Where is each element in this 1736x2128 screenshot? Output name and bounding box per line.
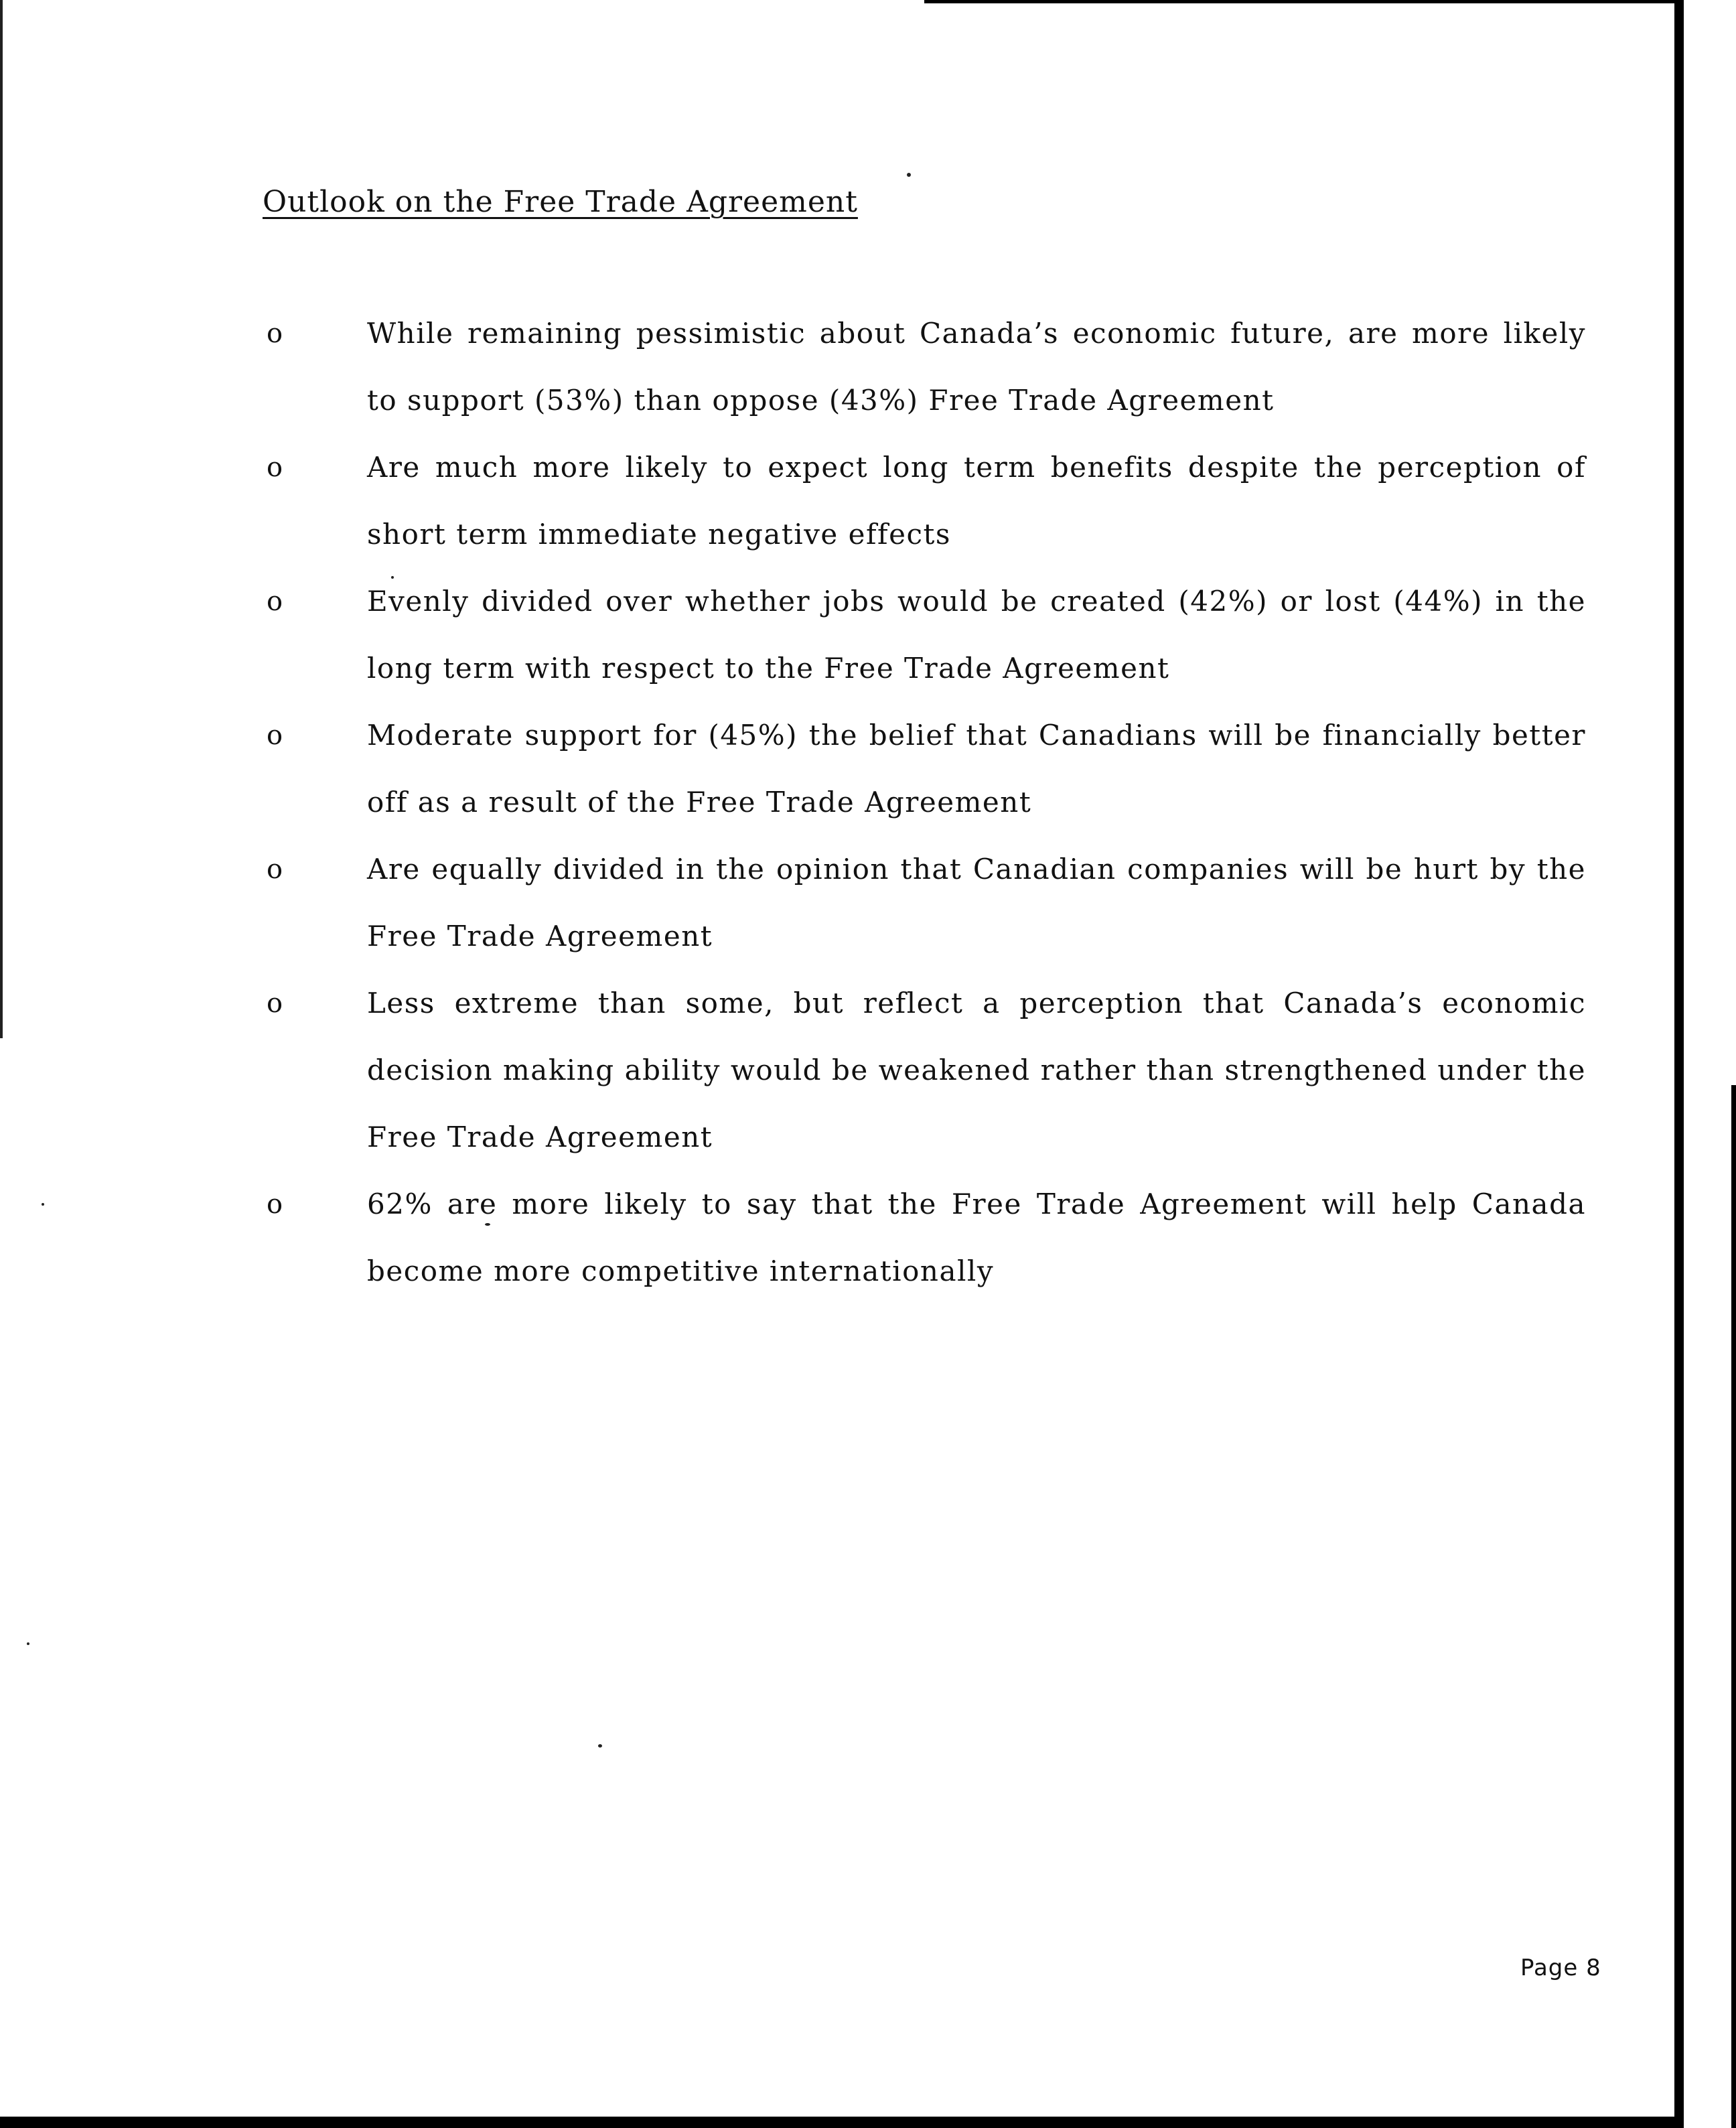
list-item-text: Are equally divided in the opinion that Canadian companies will be hurt by the Free Trade Agreement <box>367 853 1586 952</box>
scan-edge-right-strip <box>1731 1085 1736 2128</box>
scan-speck <box>907 173 911 177</box>
page-number: Page 8 <box>1520 1955 1601 1981</box>
bullet-marker: o <box>267 1189 283 1220</box>
list-item-text: Moderate support for (45%) the belief that Canadians will be financially better off as a result of the Free Trade Agreement <box>367 719 1586 819</box>
list-item-text: While remaining pessimistic about Canada’s economic future, are more likely to support (53%) than oppose (43%) Free Trade Agreement <box>367 317 1586 417</box>
scan-speck <box>27 1642 29 1645</box>
scan-edge-top <box>924 0 1674 3</box>
list-item-text: Less extreme than some, but reflect a perception that Canada’s economic decision making ability would be weakened rather than strengthened under the Free Trade Agreement <box>367 987 1586 1153</box>
bullet-marker: o <box>267 988 283 1019</box>
list-item-text: Evenly divided over whether jobs would be created (42%) or lost (44%) in the long term with respect to the Free Trade Agreement <box>367 585 1586 685</box>
scan-margin-right <box>1684 0 1736 2128</box>
list-item-text: 62% are more likely to say that the Free Trade Agreement will help Canada become more competitive internationally <box>367 1188 1586 1287</box>
scan-speck <box>598 1744 602 1748</box>
bullet-marker: o <box>267 854 283 885</box>
scan-edge-left <box>0 0 3 1038</box>
bullet-marker: o <box>267 318 283 349</box>
bullet-marker: o <box>267 586 283 617</box>
scan-speck <box>42 1203 44 1206</box>
scan-edge-right <box>1674 0 1684 2128</box>
bullet-marker: o <box>267 720 283 751</box>
scan-edge-bottom <box>0 2117 1681 2128</box>
bullet-marker: o <box>267 452 283 483</box>
list-item-text: Are much more likely to expect long term benefits despite the perception of short term immediate negative effects <box>367 451 1586 551</box>
section-heading: Outlook on the Free Trade Agreement <box>263 185 858 219</box>
